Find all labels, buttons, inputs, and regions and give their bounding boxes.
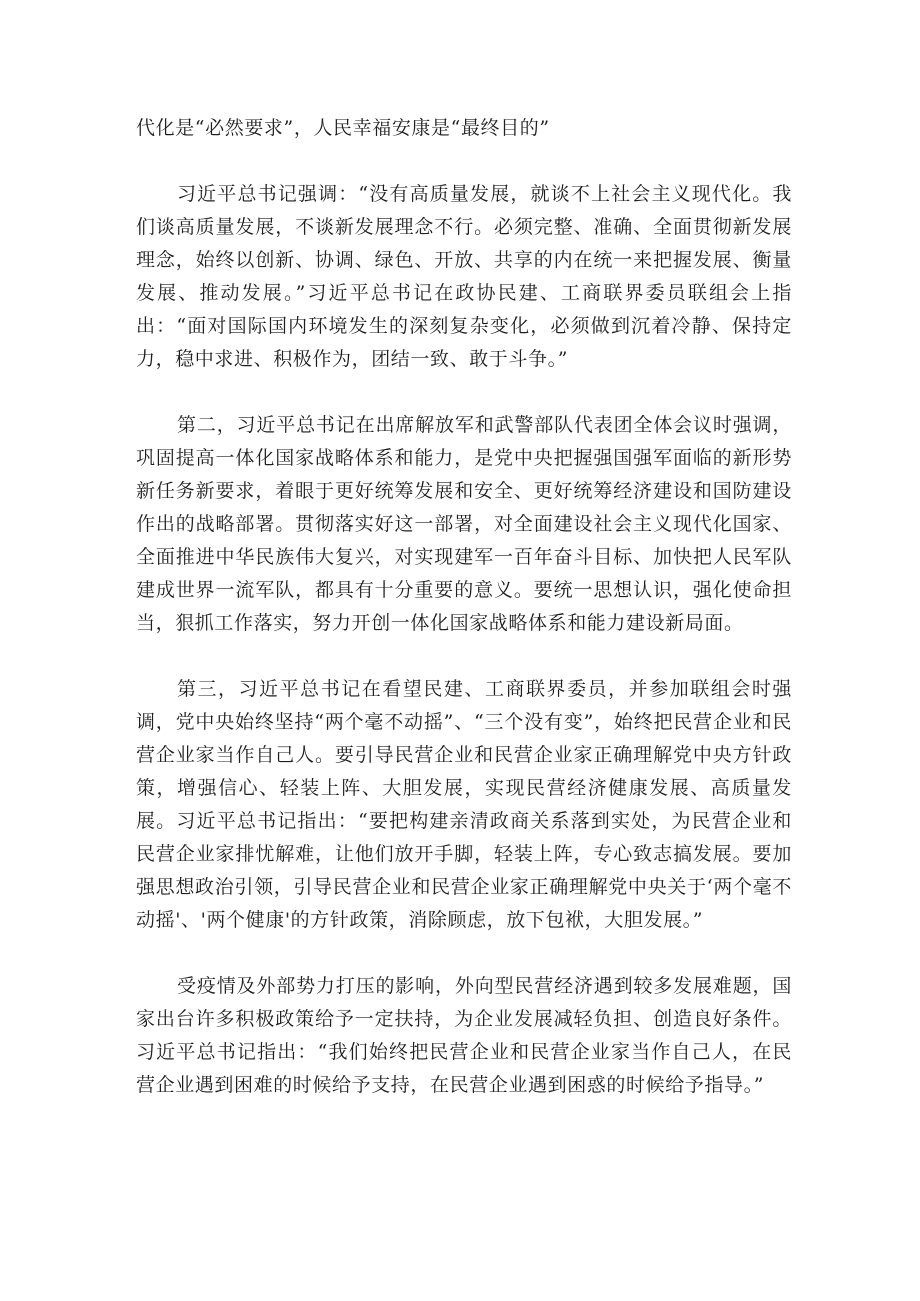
paragraph-second-point: 第二，习近平总书记在出席解放军和武警部队代表团全体会议时强调，巩固提高一体化国家战略体系和能力，是党中央把握强国强军面临的新形势新任务新要求，着眼于更好统筹发展和安全、更好统筹经济建设和国防建设作出的战略部署。贯彻落实好这一部署，对全面建设社会主义现代化国家、全面推进中华民族伟大复兴，对实现建军一百年奋斗目标、加快把人民军队建成世界一流军队，都具有十分重要的意义。要统一思想认识，强化使命担当，狠抓工作落实，努力开创一体化国家战略体系和能力建设新局面。 — [136, 414, 792, 634]
paragraph-quality-development: 习近平总书记强调：“没有高质量发展，就谈不上社会主义现代化。我们谈高质量发展，不谈新发展理念不行。必须完整、准确、全面贯彻新发展理念，始终以创新、协调、绿色、开放、共享的内在统一来把握发展、衡量发展、推动发展。”习近平总书记在政协民建、工商联界委员联组会上指出：“面对国际国内环境发生的深刻复杂变化，必须做到沉着冷静、保持定力，稳中求进、积极作为，团结一致、敢于斗争。” — [136, 183, 792, 370]
paragraph-private-economy: 受疫情及外部势力打压的影响，外向型民营经济遇到较多发展难题，国家出台许多积极政策给予一定扶持，为企业发展减轻负担、创造良好条件。习近平总书记指出：“我们始终把民营企业和民营企业家当作自己人，在民营企业遇到困难的时候给予支持，在民营企业遇到困惑的时候给予指导。” — [136, 975, 792, 1096]
paragraph-third-point: 第三，习近平总书记在看望民建、工商联界委员，并参加联组会时强调，党中央始终坚持“两个毫不动摇”、“三个没有变”，始终把民营企业和民营企业家当作自己人。要引导民营企业和民营企业家正确理解党中央方针政策，增强信心、轻装上阵、大胆发展，实现民营经济健康发展、高质量发展。习近平总书记指出：“要把构建亲清政商关系落到实处，为民营企业和民营企业家排忧解难，让他们放开手脚，轻装上阵，专心致志搞发展。要加强思想政治引领，引导民营企业和民营企业家正确理解党中央关于‘两个毫不动摇'、'两个健康'的方针政策，消除顾虑，放下包袱，大胆发展。” — [136, 678, 792, 931]
document-body — [136, 112, 792, 1135]
paragraph-continuation: 代化是“必然要求”，人民幸福安康是“最终目的” — [136, 117, 550, 139]
